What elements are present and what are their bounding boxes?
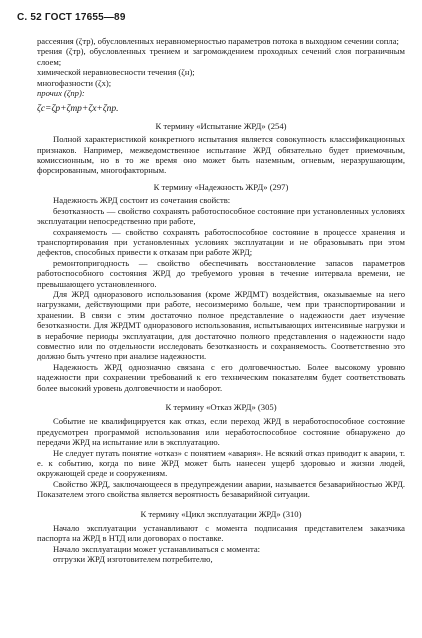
section-heading: К термину «Испытание ЖРД» (254): [155, 120, 287, 131]
paragraph: ремонтопригодность — свойство обеспечивать восстановление запасов параметров работоспособного состояния ЖРД до требуемого уровня в течение интервала времени, не превышающего установленного.: [37, 257, 405, 289]
section-heading: К термину «Цикл эксплуатации ЖРД» (310): [140, 508, 302, 519]
list-item: прочих (ζпр):: [37, 88, 85, 99]
formula: ζс=ζр+ζтр+ζх+ζпр.: [37, 104, 119, 115]
paragraph: сохраняемость — свойство сохранять работоспособное состояние в процессе хранения и транспортирования при установленных условиях эксплуатации и не образовывать при этом дефектов, способных привести к отказам при работе ЖРД;: [37, 226, 405, 258]
paragraph: Начало эксплуатации может устанавливаться с момента:: [53, 543, 261, 554]
list-item: химической неравновесности течения (ζн);: [37, 67, 195, 78]
paragraph: Начало эксплуатации устанавливают с момента подписания представителем заказчика паспорта на ЖРД в НТД или договорах о поставке.: [37, 523, 405, 544]
page-header: С. 52 ГОСТ 17655—89: [17, 12, 126, 23]
paragraph: Для ЖРД одноразового использования (кроме ЖРДМТ) воздействия, оказываемые на него нагрузками, действующими при работе, несоизмеримо больше, чем при транспортировании и хранении. В связи с этим достаточно полное представление о надежности дает изучение безотказности. Для ЖРДМТ одноразового использования, испытывающих интенсивные нагрузки и в нерабочие периоды эксплуатации, для достаточно полного представления о надежности надо совместно или по отдельности исследовать безотказность и сохраняемость. Соответственно это должно быть учтено при анализе надежности.: [37, 288, 405, 362]
paragraph: Событие не квалифицируется как отказ, если переход ЖРД в неработоспособное состояние предусмотрен программой использования или неработоспособное состояние обнаружено до передачи ЖРД на испытание или в эксплуатацию.: [37, 416, 405, 448]
paragraph: безотказность — свойство сохранять работоспособное состояние при установленных условиях эксплуатации непосредственно при работе,: [37, 205, 405, 227]
paragraph: Свойство ЖРД, заключающееся в предупреждении аварии, называется безаварийностью ЖРД. Показателем этого свойства является вероятность безаварийной ситуации.: [37, 478, 405, 500]
list-item: рассеяния (ζтр), обусловленных неравномерностью параметров потока в выходном сечении сопла;: [37, 36, 399, 46]
list-item: многофазности (ζх);: [37, 77, 112, 88]
paragraph: Не следует путать понятие «отказ» с понятием «авария». Не всякий отказ приводит к аварии, т. е. к событию, когда по вине ЖРД может быть нанесен ущерб здоровью и жизни людей, окружающей среде и сооружениям.: [37, 447, 405, 479]
paragraph: Надежность ЖРД состоит из сочетания свойств:: [53, 195, 231, 206]
section-heading: К термину «Отказ ЖРД» (305): [165, 402, 277, 412]
list-item: трения (ζтр), обусловленных трением и загромождением проходных сечений слоя пограничным слоем;: [37, 46, 405, 67]
document-body: [37, 36, 405, 565]
paragraph: Полной характеристикой конкретного испытания является совокупность классификационных признаков. Например, межведомственное испытание ЖРД обязательно будет приемочным, комиссионным, но в то же время оно может быть наземным, огневым, неразрушающим, форсированным, многофакторным.: [37, 134, 405, 176]
section-heading: К термину «Надежность ЖРД» (297): [153, 181, 289, 192]
paragraph: отгрузки ЖРД изготовителем потребителю,: [53, 554, 213, 565]
paragraph: Надежность ЖРД однозначно связана с его долговечностью. Более высокому уровню надежности при сохранении требований к его техническим показателям будет соответствовать более высокий уровень долговечности и наоборот.: [37, 361, 405, 393]
